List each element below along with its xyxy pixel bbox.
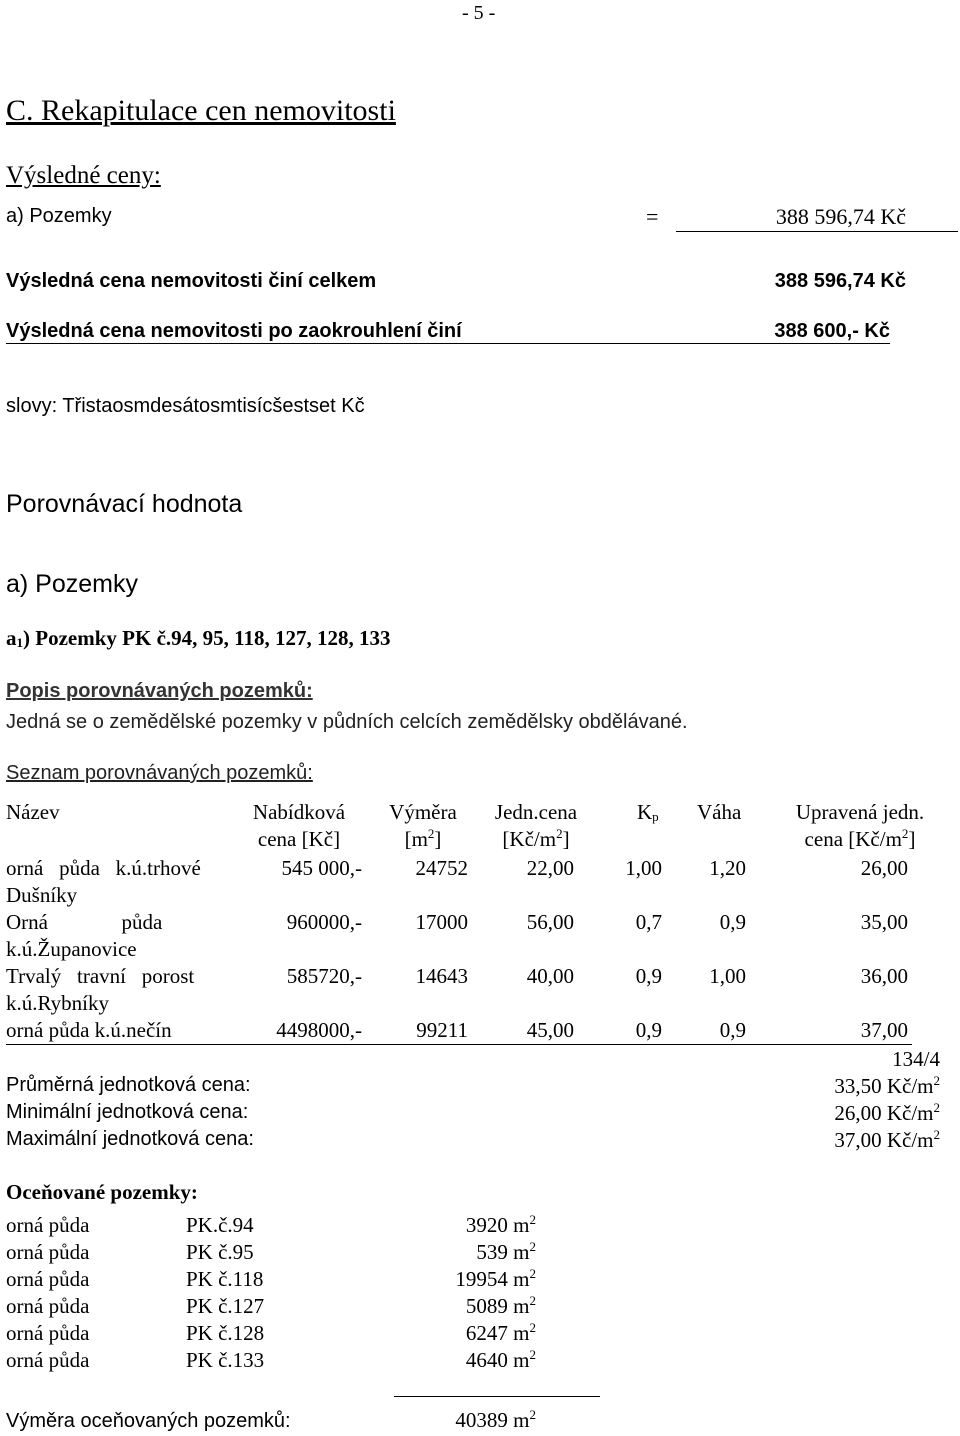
table-footnote: 134/4: [892, 1047, 940, 1071]
row-kp: 1,00: [625, 856, 662, 880]
description-heading: Popis porovnávaných pozemků:: [6, 680, 313, 702]
col-header-name: Název: [6, 800, 60, 824]
row-area: 24752: [415, 856, 468, 880]
valued-parcel: PK č.133: [186, 1348, 265, 1372]
valued-heading: Oceňované pozemky:: [6, 1180, 198, 1204]
valued-area: 6247 $m^2$: [465, 1319, 536, 1345]
row-weight: 1,00: [709, 964, 746, 988]
col-header-area: Výměra $[m^2]$: [389, 800, 457, 851]
valued-parcel: PK.č.94: [186, 1213, 254, 1237]
valued-type: orná půda: [6, 1321, 90, 1345]
row-adjusted: 35,00: [860, 910, 908, 934]
price-in-words: slovy: Třistaosmdesátosmtisícšestset Kč: [6, 395, 365, 417]
col-header-kp: $K_p$: [637, 800, 659, 824]
row-unit-price: 56,00: [526, 910, 574, 934]
min-price-label: Minimální jednotková cena:: [6, 1101, 249, 1123]
valued-type: orná půda: [6, 1240, 90, 1264]
row-weight: 1,20: [709, 856, 746, 880]
valued-total-label: Výměra oceňovaných pozemků:: [6, 1410, 291, 1432]
comparison-subheading: a) Pozemky: [6, 570, 138, 598]
list-heading: Seznam porovnávaných pozemků:: [6, 762, 313, 784]
row-offer: 960000,-: [286, 910, 362, 934]
results-heading: Výsledné ceny:: [6, 162, 161, 189]
col-header-adjusted: Upravená jedn. cena $[Kč/m^2]$: [795, 800, 925, 851]
row-weight: 0,9: [719, 910, 746, 934]
valued-area: 4640 $m^2$: [465, 1346, 536, 1372]
sum-rule: [394, 1396, 600, 1397]
row-kp: 0,7: [635, 910, 662, 934]
valued-parcel: PK č.128: [186, 1321, 265, 1345]
valued-type: orná půda: [6, 1213, 90, 1237]
valued-area: 539 $m^2$: [476, 1238, 536, 1264]
row-area: 17000: [415, 910, 468, 934]
valued-type: orná půda: [6, 1294, 90, 1318]
row-area: 14643: [415, 964, 468, 988]
row-kp: 0,9: [635, 1018, 662, 1042]
row-adjusted: 26,00: [860, 856, 908, 880]
col-header-unit-price: Jedn.cena $[Kč/m^2]$: [494, 800, 578, 851]
valued-type: orná půda: [6, 1267, 90, 1291]
description-text: Jedná se o zemědělské pozemky v půdních celcích zemědělsky obdělávané.: [6, 711, 688, 733]
row-adjusted: 37,00: [860, 1018, 908, 1042]
row-kp: 0,9: [635, 964, 662, 988]
avg-price-label: Průměrná jednotková cena:: [6, 1074, 251, 1096]
row-name: orná půda k.ú.nečín: [6, 1018, 172, 1042]
section-title: C. Rekapitulace cen nemovitosti: [6, 94, 396, 127]
max-price-value: 37,00 $Kč/m^2$: [834, 1126, 940, 1152]
rounded-label: Výsledná cena nemovitosti po zaokrouhlení činí: [6, 320, 462, 342]
row-adjusted: 36,00: [860, 964, 908, 988]
land-label: a) Pozemky: [6, 205, 112, 227]
rounded-value: 388 600,- Kč: [774, 320, 890, 342]
row-weight: 0,9: [719, 1018, 746, 1042]
max-price-label: Maximální jednotková cena:: [6, 1128, 254, 1150]
valued-total-value: 40389 $m^2$: [455, 1406, 536, 1432]
page-number: - 5 -: [462, 2, 496, 24]
land-value-underline: [676, 231, 958, 232]
row-name-cont: Dušníky: [6, 883, 78, 907]
rounded-underline: [6, 343, 890, 344]
valued-area: 19954 $m^2$: [455, 1265, 536, 1291]
valued-parcel: PK č.127: [186, 1294, 265, 1318]
row-unit-price: 22,00: [526, 856, 574, 880]
row-area: 99211: [416, 1018, 468, 1042]
row-name: Trvalý travní porost: [6, 964, 195, 988]
valued-area: 3920 $m^2$: [465, 1211, 536, 1237]
land-value: 388 596,74 Kč: [775, 204, 906, 229]
valued-type: orná půda: [6, 1348, 90, 1372]
row-name-cont: k.ú.Rybníky: [6, 991, 110, 1015]
row-name: Orná půda: [6, 910, 163, 934]
comparison-heading: Porovnávací hodnota: [6, 490, 243, 518]
row-name-cont: k.ú.Županovice: [6, 937, 137, 961]
avg-price-value: 33,50 $Kč/m^2$: [834, 1072, 940, 1098]
valued-area: 5089 $m^2$: [465, 1292, 536, 1318]
col-header-offer: Nabídková cena [Kč]: [252, 800, 346, 851]
row-unit-price: 40,00: [526, 964, 574, 988]
min-price-value: 26,00 $Kč/m^2$: [834, 1099, 940, 1125]
equals-sign: =: [646, 204, 659, 229]
col-header-weight: Váha: [697, 800, 742, 824]
table-bottom-rule: [6, 1044, 912, 1045]
valued-parcel: PK č.95: [186, 1240, 254, 1264]
row-name: orná půda k.ú.trhové: [6, 856, 201, 880]
row-offer: 4498000,-: [276, 1018, 362, 1042]
row-offer: 585720,-: [286, 964, 362, 988]
total-value: 388 596,74 Kč: [774, 270, 906, 292]
valued-parcel: PK č.118: [186, 1267, 264, 1291]
row-offer: 545 000,-: [281, 856, 362, 880]
row-unit-price: 45,00: [526, 1018, 574, 1042]
total-label: Výsledná cena nemovitosti činí celkem: [6, 270, 377, 292]
parcels-line: $a_1$) Pozemky PK č.94, 95, 118, 127, 128, 133: [6, 626, 391, 650]
